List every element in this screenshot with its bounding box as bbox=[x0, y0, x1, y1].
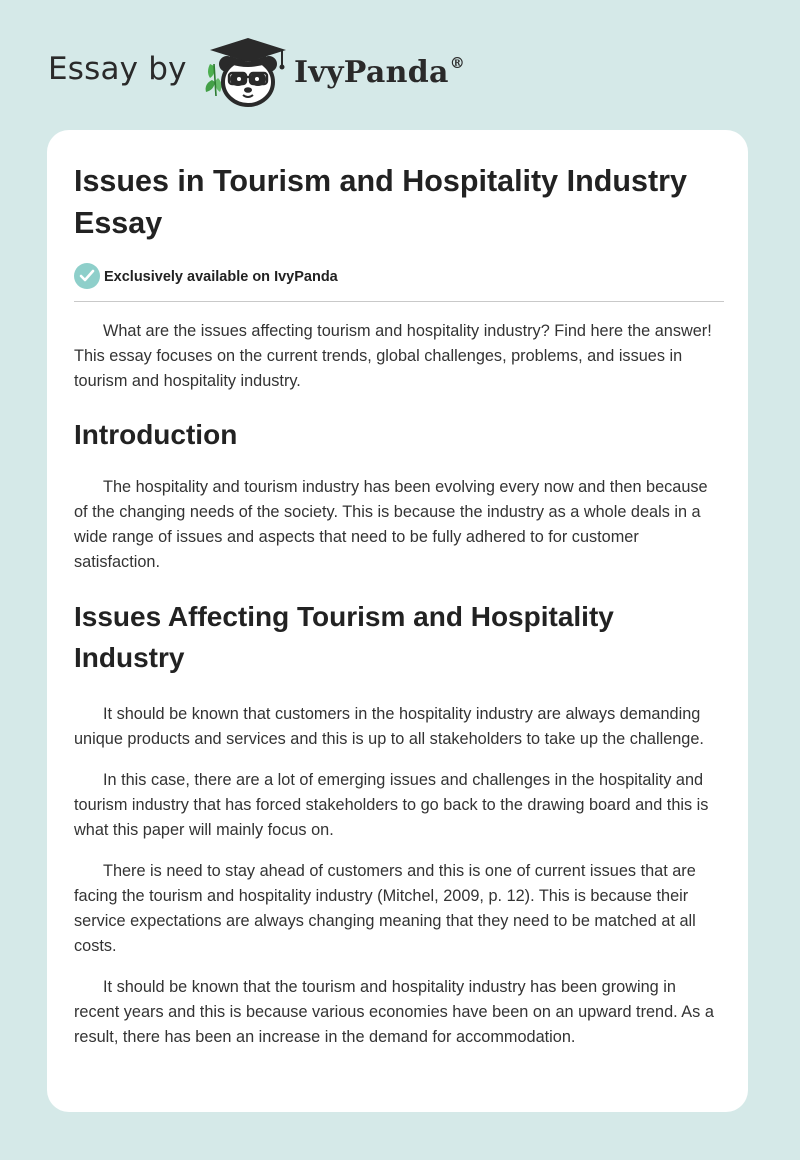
intro-paragraph: What are the issues affecting tourism and hospitality industry? Find here the answer! This essay focuses on the current trends, global challenges, problems, and issues in tourism and hospitality industry. bbox=[74, 322, 712, 390]
paragraph: There is need to stay ahead of customers and this is one of current issues that are facing the tourism and hospitality industry (Mitchel, 2009, p. 12). This is because their service expectations are always changing meaning that they need to be matched at all costs. bbox=[74, 862, 696, 955]
paragraph: It should be known that customers in the hospitality industry are always demanding unique products and services and this is up to all stakeholders to take up the challenge. bbox=[74, 705, 704, 748]
registered-mark: ® bbox=[449, 54, 466, 72]
ivy-leaf-icon bbox=[206, 64, 222, 96]
brand-header bbox=[48, 34, 468, 114]
section-heading-issues: Issues Affecting Tourism and Hospitality Industry bbox=[74, 601, 614, 673]
exclusive-badge-text: Exclusively available on IvyPanda bbox=[104, 269, 338, 285]
paragraph: In this case, there are a lot of emerging issues and challenges in the hospitality and tourism industry that has forced stakeholders to go back to the drawing board and this is what this paper will mainly focus on. bbox=[74, 771, 709, 839]
article-content bbox=[74, 160, 724, 1050]
brand-prefix: Essay by bbox=[48, 51, 187, 87]
article-title: Issues in Tourism and Hospitality Industry Essay bbox=[74, 164, 687, 240]
brand-name-text: IvyPanda bbox=[294, 55, 449, 90]
brand-name[interactable] bbox=[294, 54, 465, 90]
title-divider bbox=[74, 301, 724, 302]
article-card bbox=[47, 130, 748, 1112]
exclusive-badge bbox=[74, 263, 724, 291]
check-circle-icon bbox=[74, 263, 100, 289]
paragraph: It should be known that the tourism and hospitality industry has been growing in recent years and this is because various economies have been on an upward trend. As a result, there has been an increase in the demand for accommodation. bbox=[74, 978, 714, 1046]
panda-graduation-cap-icon[interactable] bbox=[202, 34, 294, 110]
paragraph: The hospitality and tourism industry has been evolving every now and then because of the changing needs of the society. This is because the industry as a whole deals in a wide range of issues and aspects that need to be fully adhered to for customer satisfaction. bbox=[74, 478, 708, 571]
section-heading-introduction: Introduction bbox=[74, 419, 238, 450]
